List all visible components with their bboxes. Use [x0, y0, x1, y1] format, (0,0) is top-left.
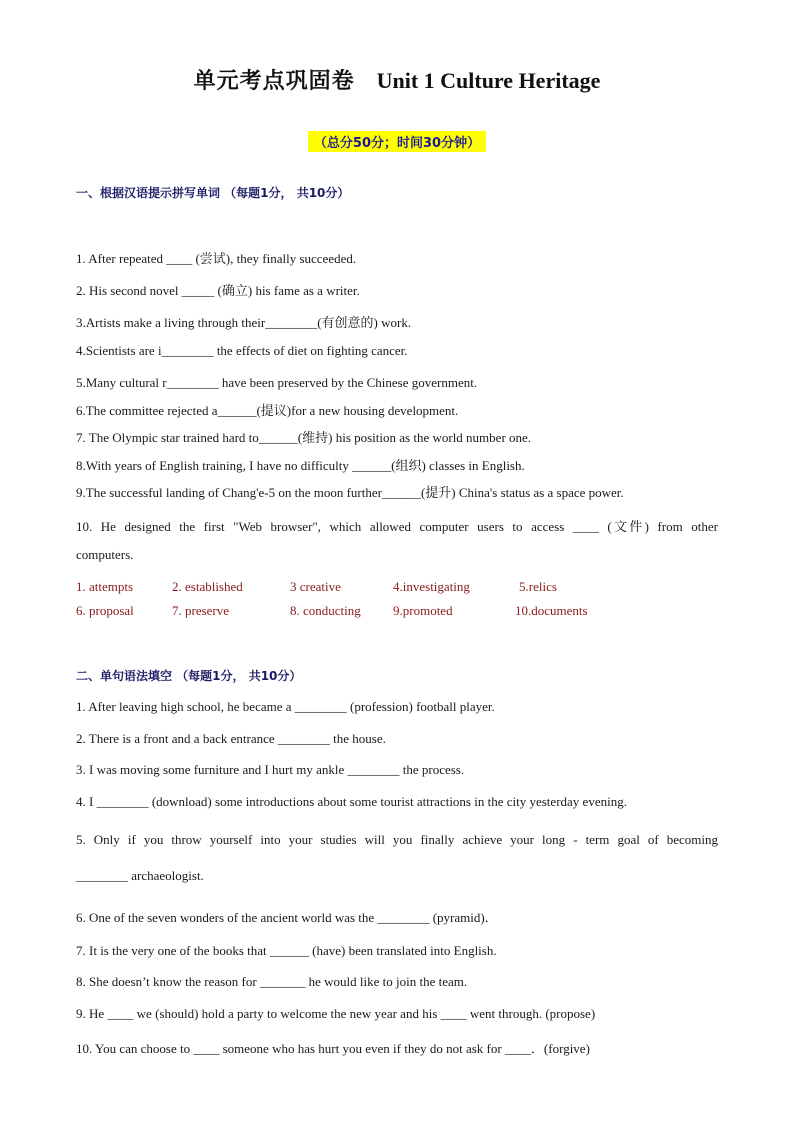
s1-question-5: 5.Many cultural r________ have been preserved by the Chinese government. — [76, 375, 478, 390]
section2-heading: 二、单句语法填空 （每题1分， 共10分） — [76, 669, 302, 683]
section1-heading: 一、根据汉语提示拼写单词 （每题1分， 共10分） — [76, 186, 350, 200]
s2-question-8: 8. She doesn’t know the reason for _______ he would like to join the team. — [76, 974, 468, 989]
s2-question-6: 6. One of the seven wonders of the ancient world was the ________ (pyramid)． — [76, 910, 498, 925]
page-title — [0, 64, 794, 95]
s2-question-2: 2. There is a front and a back entrance ________ the house. — [76, 731, 386, 746]
answer-2: 2. established — [172, 579, 243, 594]
answer-9: 9.promoted — [393, 603, 453, 618]
s1-question-4: 4.Scientists are i________ the effects of diet on fighting cancer. — [76, 343, 408, 358]
s1-question-3: 3.Artists make a living through their________(有创意的) work. — [76, 315, 412, 330]
answer-3: 3 creative — [290, 579, 341, 594]
score-note — [0, 131, 794, 152]
s2-question-10: 10. You can choose to ____ someone who has hurt you even if they do not ask for ____．(forgive) — [76, 1041, 590, 1056]
title-english: Unit 1 Culture Heritage — [376, 68, 601, 93]
s1-question-6: 6.The committee rejected a______(提议)for a new housing development. — [76, 403, 459, 418]
s2-question-9: 9. He ____ we (should) hold a party to welcome the new year and his ____ went through. (propose) — [76, 1006, 596, 1021]
answer-10: 10.documents — [515, 603, 588, 618]
answer-6: 6. proposal — [76, 603, 134, 618]
answer-8: 8. conducting — [290, 603, 361, 618]
s2-question-4: 4. I ________ (download) some introductions about some tourist attractions in the city yesterday evening. — [76, 794, 627, 809]
score-note-highlight: （总分50分；时间30分钟） — [308, 131, 486, 152]
s2-question-3: 3. I was moving some furniture and I hurt my ankle ________ the process. — [76, 762, 465, 777]
s2-question-7: 7. It is the very one of the books that ______ (have) been translated into English. — [76, 943, 497, 958]
s1-question-10: 10. He designed the first "Web browser", which allowed computer users to access ____ (文件) from other — [76, 519, 718, 534]
s1-question-2: 2. His second novel _____ (确立) his fame as a writer. — [76, 283, 360, 298]
s2-question-5-continued: ________ archaeologist. — [76, 868, 204, 883]
s1-question-8: 8.With years of English training, I have no difficulty ______(组织) classes in English. — [76, 458, 525, 473]
answer-5: 5.relics — [519, 579, 557, 594]
answer-4: 4.investigating — [393, 579, 470, 594]
s1-question-9: 9.The successful landing of Chang'e-5 on the moon further______(提升) China's status as a space power. — [76, 485, 624, 500]
s1-question-7: 7. The Olympic star trained hard to______(维持) his position as the world number one. — [76, 430, 532, 445]
s2-question-1: 1. After leaving high school, he became a ________ (profession) football player. — [76, 699, 495, 714]
s2-question-5: 5. Only if you throw yourself into your studies will you finally achieve your long - term goal of becoming — [76, 832, 718, 847]
s1-question-1: 1. After repeated ____ (尝试), they finally succeeded. — [76, 251, 357, 266]
answer-1: 1. attempts — [76, 579, 134, 594]
s1-question-10-continued: computers. — [76, 547, 134, 562]
title-chinese: 单元考点巩固卷 — [193, 69, 355, 94]
answer-7: 7. preserve — [172, 603, 230, 618]
